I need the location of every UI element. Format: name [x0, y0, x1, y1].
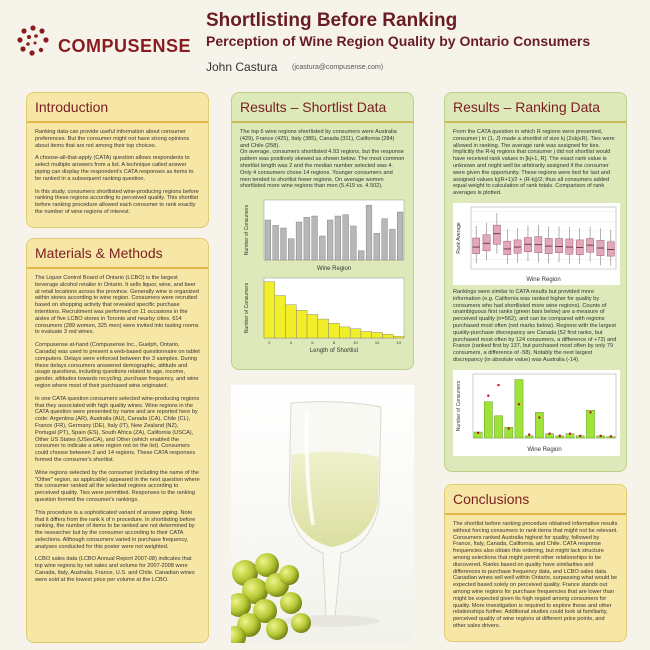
purchase-mark	[589, 411, 591, 413]
bar	[296, 222, 302, 260]
box	[483, 235, 490, 251]
x-axis-label: Wine Region	[316, 266, 352, 273]
methods-paragraph: Wine regions selected by the consumer (including the name of the "Other" region, as applicable) appeared in the next question where the consumer ranked all the selected regions according to perceived quality. Ties were permitted. Responses to the ranking question formed the consumer's rankings.	[35, 469, 200, 503]
bar	[382, 219, 388, 260]
tick-label: 8	[332, 340, 336, 346]
divider	[27, 121, 208, 123]
tick-label: 10	[353, 340, 358, 346]
bar	[382, 334, 393, 338]
shortlist-paragraph: The top 6 wine regions shortlisted by consumers were Australia (429), France (425), Italy (385), Canada (311), California (284) and Chile (258).	[240, 129, 397, 149]
methods-heading: Materials & Methods	[35, 245, 163, 261]
introduction-paragraph: In this study, consumers shortlisted wine-producing regions before ranking these regions according to perceived quality. This shortlist before ranking procedure allowed each consumer to rank exactly the number of wine regions of interest.	[35, 188, 199, 215]
introduction-paragraph: A choose-all-that-apply (CATA) question allows respondents to select multiple answers from a list. A technique called answer piping can display the respondent's CATA responses as items to be ranked in a subsequent ranking question.	[35, 155, 194, 182]
purchase-mark	[548, 432, 550, 434]
bar	[335, 216, 341, 260]
bar	[304, 218, 310, 261]
purchase-mark	[538, 416, 540, 418]
bar	[339, 327, 350, 338]
bar	[535, 412, 543, 438]
purchase-mark	[497, 384, 499, 386]
divider	[232, 121, 413, 123]
box	[607, 242, 614, 256]
introduction-heading: Introduction	[35, 99, 109, 115]
y-axis-label: Number of Consumers	[456, 380, 462, 431]
bar	[397, 212, 403, 260]
y-axis-label: Rank Average	[456, 222, 462, 254]
methods-paragraph: In one CATA question consumers selected wine-producing regions that they associated with high quality wines. Wine regions in the CATA question were presented by name and are reported here by code: Argentina (AR), Australia (AU), Canada (CA), Chile (CL), France (FR), Germany (DE), Italy (IT), New Zealand (NZ), Portugal (PT), Spain (ES), South Africa (ZA), California (USCA), Other US States (USexCA), and Other (which enabled the consumer to indicate a wine region not on the list). Consumers could choose between 2 and 14 regions. These CATA responses formed the consumer's shortlist.	[35, 395, 200, 463]
wine-grapes-photo	[231, 385, 414, 643]
bar	[296, 310, 307, 338]
y-axis-label: Number of Consumers	[244, 205, 250, 256]
methods-paragraph: Compusense at-hand (Compusense Inc., Guelph, Ontario, Canada) was used to present a web-based questionnaire on tablet computers. Delays were enforced between the 3 samples. During these delays consumers answered demographic, attitude and usage questions, including questions related to age, income, gender, attitudes towards recycling, purchase frequency, and wine region where most of their purchased wine originated.	[35, 342, 200, 389]
bar	[374, 234, 380, 261]
tick-label: 2	[268, 340, 271, 346]
divider	[445, 121, 626, 123]
box	[524, 237, 531, 251]
shortlist-panel	[231, 92, 414, 370]
purchase-mark	[569, 432, 571, 434]
box	[504, 241, 511, 254]
purchase-mark	[508, 427, 510, 429]
wine-glass-image	[231, 385, 414, 643]
bar	[515, 379, 523, 437]
shortlist-heading: Results – Shortlist Data	[240, 99, 387, 115]
compusense-logo	[14, 22, 194, 62]
bar	[275, 296, 286, 338]
title-line-2: Perception of Wine Region Quality by Ontario Consumers	[206, 33, 591, 49]
y-axis-label: Number of Consumers	[244, 283, 250, 334]
methods-paragraph: The Liquor Control Board of Ontario (LCBO) is the largest beverage alcohol retailer in Ontario. It sells liquor, wine, and beer at retail locations across the province. Generally wine is organized within stores according to wine region. Consumers were recruited based on shopping activity that revealed specific purchase intentions. Recruitment was performed on 11 occasions in the aisles of five LCBO stores in Toronto and nearby cities. 614 consumers (289 women, 325 men) were invited into tasting rooms to evaluate 3 red wines.	[35, 275, 199, 336]
box	[473, 238, 480, 254]
ranking-heading: Results – Ranking Data	[453, 99, 601, 115]
purchase-mark	[528, 433, 530, 435]
purchase-mark	[559, 434, 561, 436]
divider	[445, 513, 626, 515]
tick-label: 4	[289, 340, 293, 346]
tick-label: 12	[374, 340, 380, 346]
bar	[351, 226, 357, 260]
shortlist-length-chart	[240, 276, 405, 356]
introduction-paragraph: Ranking data can provide useful information about consumer preferences. But the consumer might not have strong opinions about items that are not among their top choices.	[35, 129, 190, 149]
introduction-panel	[26, 92, 209, 228]
bar	[312, 216, 318, 260]
ranking-paragraph: Rankings were similar to CATA results but provided more information (e.g. California was ranked higher for quality by consumers who had shortlisted more wine regions). Counts of unambiguous first ranks (green bars below) are a measure of perceived quality (n=562), and can be compared with regions purchased most often (red marks below). Regions with the largest quality-purchase discrepancy are Canada (52 first ranks, but purchased most often by 124 consumers, a difference of +72) and France (ranked first by 137, but purchased most often by only 79 consumers, a difference of -58). Notably the next largest discrepancy (in absolute value) was Australia (-14).	[453, 288, 617, 363]
box	[555, 238, 562, 252]
purchase-mark	[487, 394, 489, 396]
bar	[484, 401, 492, 437]
bar	[265, 220, 271, 260]
purchase-mark	[579, 434, 581, 436]
x-axis-label: Wine Region	[527, 446, 562, 453]
conclusions-heading: Conclusions	[453, 491, 530, 507]
bar	[372, 333, 383, 339]
bar	[393, 336, 404, 338]
bar	[318, 319, 329, 338]
divider	[27, 267, 208, 269]
ranking-paragraph: From the CATA question in which R regions were presented, consumer j in {1, J} made a shortlist of size kj (2≤kj≤R). Ties were allowed in ranking. The average rank was assigned for ties. Implicitly the R-kj regions that consumer j did not shortlist would have received rank values in [kj+1, R]. The exact rank value is unknown and might well be arbitrarily assigned if the consumer were given the opportunity. These regions were tied for last and assigned values kj(R+1)/2 + (R-kj)/2; thus all consumers added equal weight to calculation of rank totals. Comparison of rank averages is plotted.	[453, 129, 615, 197]
bar	[329, 323, 340, 338]
compusense-logo-icon	[14, 22, 52, 60]
x-axis-label: Length of Shortlist	[309, 348, 359, 355]
bar	[319, 236, 325, 260]
plot-area	[471, 207, 616, 269]
bar	[494, 416, 502, 438]
bar	[586, 410, 594, 438]
conclusions-panel	[444, 484, 627, 642]
shortlist-paragraph: On average, consumers shortlisted 4.93 regions, but the response pattern was positively skewed as shown below. The most common shortlist length was 2 and the median number selected was 4. Only 4 consumers chose 14 regions. Younger consumers and men tended to shortlist fewer regions. On average women shortlisted more wine regions than men (5.419 vs. 4.502).	[240, 149, 405, 190]
methods-paragraph: This procedure is a sophisticated variant of answer piping. Note that it differs from the rank k of n procedure. In shortlisting before ranking, the number of items to be ranked are not determined by the researcher but by the consumer according to their CATA selections. Although consumers varied in purchase frequency, analyses conducted for this poster were not weighted.	[35, 509, 196, 550]
purchase-mark	[599, 434, 601, 436]
ranking-panel	[444, 92, 627, 472]
purchase-mark	[518, 403, 520, 405]
bar	[358, 251, 364, 260]
poster-title	[206, 10, 590, 52]
bar	[288, 239, 294, 260]
bar	[343, 215, 349, 260]
bar	[361, 332, 372, 338]
bar	[281, 228, 287, 260]
bar	[307, 315, 318, 339]
bar	[264, 282, 275, 338]
author-name: John Castura	[206, 60, 278, 74]
purchase-mark	[477, 431, 479, 433]
tick-label: 14	[396, 340, 401, 346]
bar	[350, 329, 361, 338]
tick-label: 6	[311, 340, 314, 346]
author-email: (jcastura@compusense.com)	[292, 64, 384, 71]
purchase-mark	[610, 435, 612, 437]
bar	[389, 230, 395, 261]
box	[566, 239, 573, 254]
bar	[273, 226, 279, 261]
methods-panel	[26, 238, 209, 643]
conclusions-paragraph: The shortlist before ranking procedure obtained informative results without forcing consumers to rank items that might not be relevant. Consumers ranked Australia highest for quality, followed by France, Italy, Canada, California, and Chile. CATA response frequencies also obtain this ordering, but might lack structure among selections that might permit other relationships to be discovered. Ranks based on quality have similarities and differences to purchase frequency data, and LCBO sales data. Canadian wines sell well within Ontario, surpassing what would be expected based solely on perceived quality. France stands out among wine regions for purchase frequencies that are lower than might be expected given its high regard among consumers for quality. More investigation is required to explore these and other relationships further. Additional studies could look at familiarity, perceived quality of wine regions at different price points, and other sales drivers.	[453, 521, 618, 629]
box	[493, 225, 500, 244]
rank-average-chart	[453, 203, 620, 285]
bar	[286, 305, 297, 338]
bar	[525, 436, 533, 438]
bar	[327, 220, 333, 260]
region-shortlist-chart	[240, 196, 405, 276]
bar	[366, 206, 372, 261]
first-rank-chart	[453, 370, 620, 456]
title-line-1: Shortlisting Before Ranking	[206, 10, 458, 31]
methods-paragraph: LCBO sales data (LCBO Annual Report 2007-08) indicates that top wine regions by net sales and volume for 2007-2008 were Canada, Italy, Australia, France, U.S. and Chile. Canadian wines were sold at the lowest price per volume at the LCBO.	[35, 556, 195, 583]
box	[514, 240, 521, 253]
x-axis-label: Wine Region	[526, 276, 561, 283]
logo-text: COMPUSENSE	[58, 36, 192, 56]
